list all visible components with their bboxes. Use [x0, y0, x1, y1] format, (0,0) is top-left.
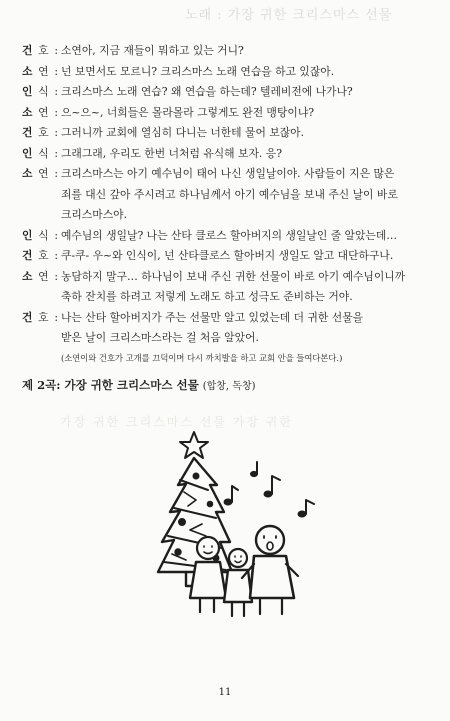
- speaker-name: 건 호 :: [22, 249, 58, 262]
- dialogue-text: 으~으~, 너희들은 몰라몰라 그렇게도 완전 맹탕이냐?: [61, 105, 315, 119]
- page-number: 11: [218, 687, 232, 698]
- dialogue-text: 나는 산타 할아버지가 주는 선물만 알고 있었는데 더 귀한 선물을 받은 날이 크리스마스라는 걸 처음 알았어.: [61, 310, 364, 344]
- speaker-name: 인 식 :: [22, 85, 58, 98]
- dialogue-line: [22, 246, 442, 267]
- dialogue-line: [22, 103, 442, 124]
- dialogue-line: [22, 82, 442, 103]
- stage-direction: (소연이와 건호가 고개를 끄덕이며 다시 까치발을 하고 교회 안을 들여다본다.): [61, 352, 343, 363]
- speaker-name: 인 식 :: [22, 146, 58, 160]
- bleed-through-header: 노래 : 가장 귀한 크리스마스 선물: [185, 8, 393, 23]
- dialogue-text: 크리스마스 노래 연습? 왜 연습을 하는데? 텔레비전에 나가나?: [61, 85, 353, 98]
- dialogue-line: [22, 123, 442, 144]
- speaker-name: 소 연 :: [22, 167, 58, 180]
- dialogue-line: [22, 41, 442, 62]
- speaker-name: 건 호 :: [22, 126, 58, 139]
- speaker-name: 인 식 :: [22, 228, 58, 242]
- dialogue-text: 그래그래, 우리도 한번 너처럼 유식해 보자. 응?: [61, 146, 282, 160]
- speaker-name: 건 호 :: [22, 44, 58, 57]
- star-icon: [180, 432, 208, 458]
- dialogue-text: 예수님의 생일날? 나는 산타 클로스 할아버지의 생일날인 줄 알았는데…: [61, 228, 398, 242]
- dialogue-line: [22, 308, 442, 349]
- speaker-name: 소 연 :: [22, 64, 58, 78]
- music-note-icon: [264, 476, 280, 497]
- dialogue-line: [22, 226, 442, 247]
- bleed-through-text: 가장 귀한 크리스마스 선물 가장 귀한: [60, 415, 293, 429]
- dialogue-text: 크리스마스는 아기 예수님이 태어 나신 생일날이야. 사람들이 지은 많은 죄를 대신 갚아 주시려고 하나님께서 아기 예수님을 보내 주신 날이 바로 크리스마스야.: [61, 167, 398, 221]
- song-heading: [22, 377, 256, 393]
- child-figure: [224, 549, 252, 616]
- dialogue-text: 그러니까 교회에 열심히 다니는 너한테 물어 보잖아.: [61, 126, 305, 139]
- dialogue-line: [22, 267, 442, 308]
- music-note-icon: [251, 462, 258, 477]
- dialogue-block: [22, 41, 442, 366]
- speaker-name: 소 연 :: [22, 269, 58, 283]
- song-performance-note: (합창, 독창): [202, 381, 256, 392]
- dialogue-line: [22, 164, 442, 226]
- christmas-tree-children-illustration: [150, 430, 330, 620]
- song-title: 제 2곡: 가장 귀한 크리스마스 선물: [22, 378, 199, 392]
- dialogue-line: [22, 62, 442, 83]
- dialogue-text: 소연아, 지금 재들이 뭐하고 있는 거니?: [61, 44, 244, 57]
- music-note-icon: [224, 486, 238, 505]
- dialogue-text: 넌 보면서도 모르니? 크리스마스 노래 연습을 하고 있잖아.: [61, 64, 335, 78]
- dialogue-text: 농담하지 말구… 하나님이 보내 주신 귀한 선물이 바로 아기 예수님이니까 축하 잔치를 하려고 저렇게 노래도 하고 성극도 준비하는 거야.: [61, 269, 406, 303]
- speaker-name: 소 연 :: [22, 105, 58, 119]
- dialogue-text: 쿠-쿠- 우~와 인식이, 넌 산타클로스 할아버지 생일도 알고 대단하구나.: [61, 249, 394, 262]
- speaker-name: 건 호 :: [22, 310, 58, 324]
- dialogue-line: [22, 144, 442, 165]
- music-note-icon: [298, 500, 314, 517]
